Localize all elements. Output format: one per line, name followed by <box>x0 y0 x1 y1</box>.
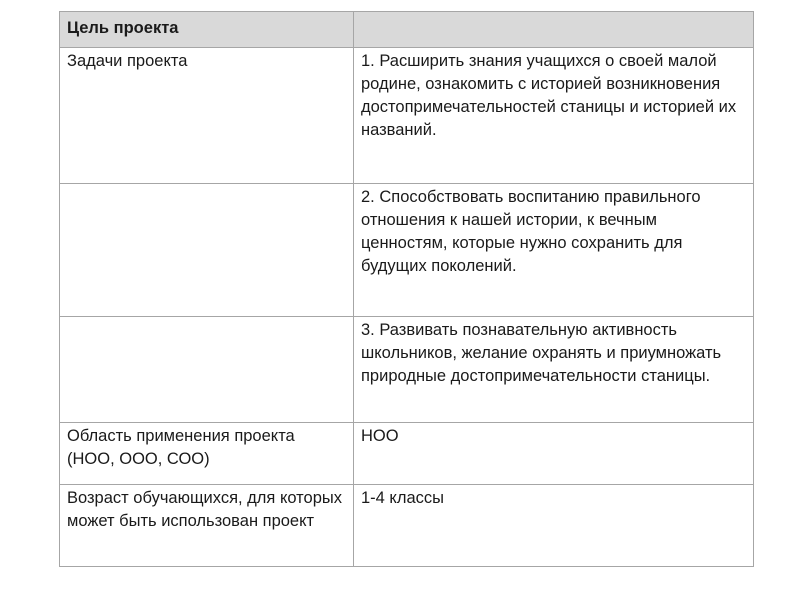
table-row <box>60 485 754 567</box>
table-row <box>60 48 754 184</box>
cell-task-2: 2. Способствовать воспитанию правильного отношения к нашей истории, к вечным ценностям, которые нужно сохранить для будущих поколений. <box>354 184 754 317</box>
cell-label-empty <box>60 184 354 317</box>
table-row <box>60 317 754 423</box>
table-row <box>60 184 754 317</box>
cell-label-tasks: Задачи проекта <box>60 48 354 184</box>
header-cell-goal: Цель проекта <box>60 12 354 48</box>
cell-task-1: 1. Расширить знания учащихся о своей малой родине, ознакомить с историей возникновения достопримечательностей станицы и историей их названий. <box>354 48 754 184</box>
cell-student-age-value: 1-4 классы <box>354 485 754 567</box>
table-row <box>60 423 754 485</box>
header-cell-goal-value <box>354 12 754 48</box>
cell-task-3: 3. Развивать познавательную активность школьников, желание охранять и приумножать природные достопримечательности станицы. <box>354 317 754 423</box>
project-table <box>59 11 754 567</box>
cell-label-student-age: Возраст обучающихся, для которых может быть использован проект <box>60 485 354 567</box>
table-header-row <box>60 12 754 48</box>
cell-application-area-value: НОО <box>354 423 754 485</box>
cell-label-application-area: Область применения проекта (НОО, ООО, СОО) <box>60 423 354 485</box>
cell-label-empty <box>60 317 354 423</box>
